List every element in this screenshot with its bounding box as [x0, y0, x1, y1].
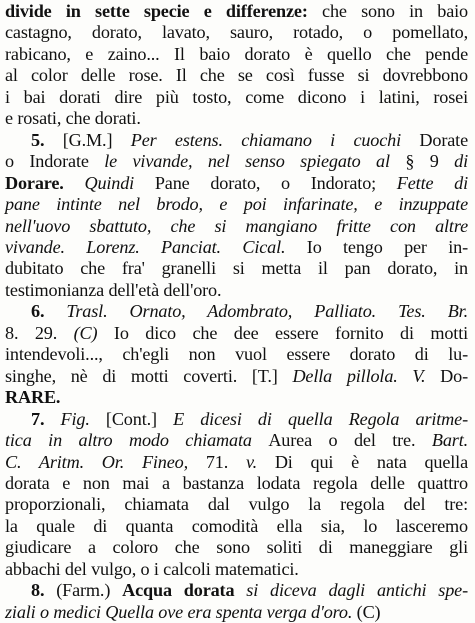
text-run: Bart.: [431, 430, 468, 451]
text-line: [5, 258, 468, 279]
text-run: divide in sette specie e differenze:: [5, 1, 308, 21]
text-run: [Cont.]: [105, 408, 174, 429]
text-run: i bai dorati dire più tosto, come dicono i latini, rosei: [5, 86, 468, 107]
text-run: Acqua dorata: [122, 580, 247, 601]
text-line: [5, 151, 468, 172]
text-line: [5, 22, 468, 43]
text-line: [5, 537, 468, 558]
text-line: [5, 108, 468, 129]
text-line: [5, 366, 468, 387]
text-line: [5, 516, 468, 537]
text-run: Pane dorato, o Indorato;: [154, 172, 397, 193]
text-run: Trasl.: [66, 301, 130, 322]
text-run: si diceva dagli antichi spe-: [246, 580, 469, 601]
text-run: dubitato che fra' granelli si metta il pan dorato, in: [5, 258, 468, 279]
text-run: o Indorate: [5, 151, 105, 172]
text-run: § 9: [405, 151, 455, 172]
text-run: (C): [73, 322, 114, 343]
text-line: [5, 280, 468, 301]
text-run: giudicare a coloro che sono soliti di maneggiare gli: [5, 537, 468, 558]
text-run: e rosati, che dorati.: [5, 108, 141, 129]
text-line: [5, 301, 468, 322]
text-run: di: [454, 151, 468, 172]
text-run: ziali o medici Quella ove era spenta verga d'oro.: [5, 601, 357, 622]
text-line: [5, 194, 468, 215]
text-line: [5, 430, 468, 451]
text-run: Fette di: [396, 172, 468, 193]
text-run: 8. 29.: [5, 322, 74, 343]
text-run: che sono in baio: [307, 1, 468, 21]
text-run: [G.M.]: [62, 129, 131, 150]
text-run: testimonianza dell'età dell'oro.: [5, 279, 222, 300]
text-run: v.: [246, 451, 275, 472]
text-run: (C): [356, 601, 381, 622]
text-run: ch'egli non vuol essere dorato di lu-: [102, 344, 468, 365]
entry-8-acqua-dorata: [5, 580, 468, 623]
text-run: al color delle rose. Il che se così fusse si dovrebbono: [5, 65, 468, 86]
text-run: nell'uovo sbattuto, che si mangiano fritte con altre: [5, 215, 468, 236]
text-run: pane intinte nel brodo, e poi infarinate, e inzuppate: [5, 194, 468, 215]
text-run: Io tengo per in-: [306, 236, 468, 257]
text-line: [5, 65, 468, 86]
text-run: le vivande, nel senso spiegato al: [104, 151, 406, 172]
text-run: Quindi: [84, 172, 155, 193]
text-run: 7.: [31, 408, 61, 429]
text-run: Dorare.: [5, 172, 85, 193]
text-line: [5, 130, 468, 151]
text-line: [5, 494, 468, 515]
text-run: la quale di quanta comodità ella sia, lo lasceremo: [5, 515, 468, 536]
text-line: [5, 216, 468, 237]
text-run: castagno, dorato, lavato, sauro, rotado, o pomellato,: [5, 22, 468, 43]
text-run: abbachi del vulgo, o i calcoli matematici.: [5, 558, 299, 579]
text-run: 71.: [205, 451, 246, 472]
text-run: Della pillola. V.: [292, 365, 441, 386]
text-line: [5, 473, 468, 494]
text-run: dorata e non mai a bastanza lodata regola delle quattro: [5, 472, 468, 493]
text-line: [5, 323, 468, 344]
entry-5-dorate-vivande: [5, 130, 468, 302]
text-run: proporzionali, chiamata dal vulgo la regola del tre:: [5, 494, 468, 515]
text-run: intendevoli...,: [5, 344, 103, 365]
text-run: Aurea o del tre.: [268, 430, 432, 451]
text-line: [5, 559, 468, 580]
text-line: [5, 387, 468, 408]
text-run: Do-: [440, 365, 469, 386]
text-run: singhe, nè di motti coverti. [T.]: [5, 365, 293, 386]
text-run: rabicano, e zaino... Il baio dorato è quello che pende: [5, 43, 468, 64]
text-line: [5, 602, 468, 623]
text-run: RARE.: [5, 387, 61, 408]
text-run: Di qui è nata quella: [274, 451, 469, 472]
text-line: [5, 173, 468, 194]
entry-7-figurato-regola: [5, 409, 468, 581]
text-run: Per estens. chiamano i cuochi: [130, 129, 420, 150]
entry-continuation: [5, 1, 468, 130]
text-run: Dorate: [419, 129, 468, 150]
text-run: E dicesi di quella Regola aritme-: [173, 408, 468, 429]
text-line: [5, 344, 468, 365]
text-run: 5.: [31, 129, 63, 150]
text-run: tica in altro modo chiamata: [5, 430, 269, 451]
text-run: Ornato, Adombrato, Palliato. Tes. Br.: [129, 301, 468, 322]
text-line: [5, 409, 468, 430]
text-run: vivande. Lorenz. Panciat. Cical.: [5, 236, 307, 257]
entry-6-traslato: [5, 301, 468, 408]
text-run: 8.: [31, 580, 57, 601]
text-line: [5, 237, 468, 258]
text-run: 6.: [31, 301, 67, 322]
text-line: [5, 452, 468, 473]
text-run: (Farm.): [56, 580, 123, 601]
text-line: [5, 1, 468, 22]
text-line: [5, 580, 468, 601]
text-run: C. Aritm. Or. Fineo,: [5, 451, 206, 472]
text-line: [5, 87, 468, 108]
text-line: [5, 44, 468, 65]
text-run: Io dico che dee essere fornito di motti: [113, 322, 468, 343]
text-run: Fig.: [60, 408, 106, 429]
